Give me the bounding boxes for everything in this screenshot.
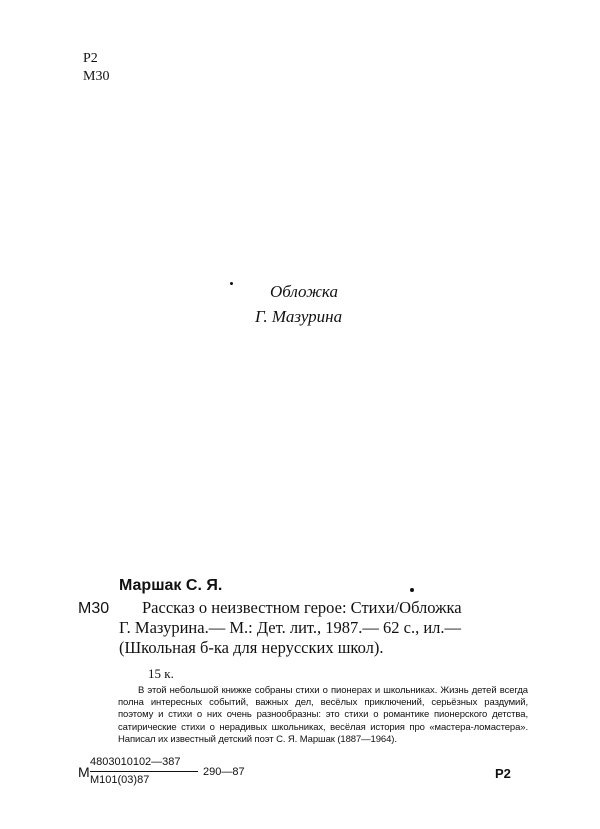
classification-codes <box>83 50 109 86</box>
classification-line-2: М30 <box>83 69 110 84</box>
fraction-rule <box>90 771 198 772</box>
bullet-dot <box>230 282 233 285</box>
annotation: В этой небольшой книжке собраны стихи о пионерах и школьниках. Жизнь детей всегда полна интересных событий, важных дел, весёлых приключений, серьёзных раздумий, поэтому и стихи о них очень разнообразны: это стихи о романтике пионерского детства, сатирические стихи о нерадивых школьниках, весёлая история про «мастера-ломастера». Написал их известный детский поэт С. Я. Маршак (1887—1964). <box>118 685 528 745</box>
classification-line-1: Р2 <box>83 51 98 66</box>
description-line: Рассказ о неизвестном герое: Стихи/Обложка <box>142 598 462 617</box>
catalog-number: 290—87 <box>203 766 245 778</box>
bibliographic-description <box>119 598 462 658</box>
cover-artist: Г. Мазурина <box>255 307 343 326</box>
bbk-index: Р2 <box>495 766 511 781</box>
bullet-dot <box>410 588 414 592</box>
price: 15 к. <box>148 666 174 681</box>
catalog-denominator: М101(03)87 <box>90 774 150 786</box>
author-code: М30 <box>78 600 110 617</box>
description-line: Г. Мазурина.— М.: Дет. лит., 1987.— 62 с., ил.— <box>119 618 462 637</box>
author-name: Маршак С. Я. <box>119 577 223 594</box>
catalog-letter: М <box>78 764 90 780</box>
catalog-numerator: 4803010102—387 <box>90 756 181 768</box>
cover-label: Обложка <box>270 282 338 301</box>
description-line: (Школьная б-ка для нерусских школ). <box>119 638 384 657</box>
